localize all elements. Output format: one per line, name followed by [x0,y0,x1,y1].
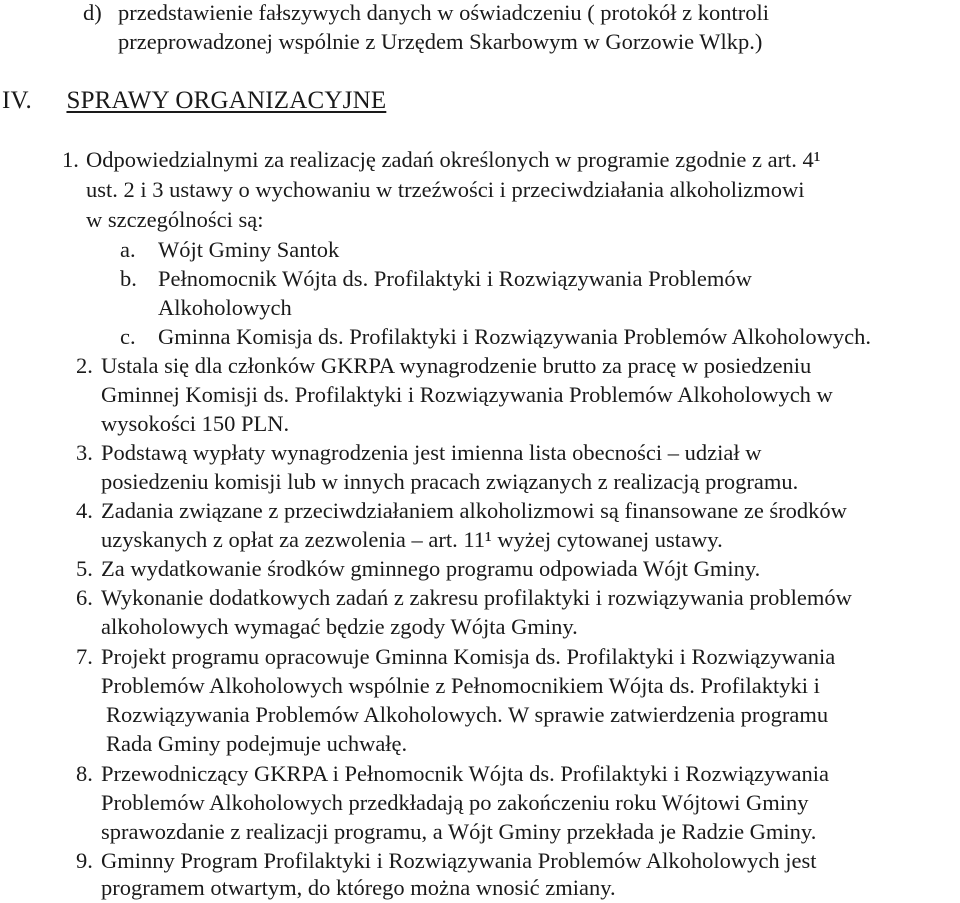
text-line: Za wydatkowanie środków gminnego programu odpowiada Wójt Gminy. [101,556,761,581]
text-line: Wykonanie dodatkowych zadań z zakresu profilaktyki i rozwiązywania problemów [101,585,852,610]
list-marker: 5. [76,556,93,581]
list-marker: 7. [76,644,93,669]
text-line: Przewodniczący GKRPA i Pełnomocnik Wójta ds. Profilaktyki i Rozwiązywania [101,761,830,786]
text-line: Ustala się dla członków GKRPA wynagrodzenie brutto za pracę w posiedzeniu [101,353,812,378]
text-line: Gminna Komisja ds. Profilaktyki i Rozwiązywania Problemów Alkoholowych. [158,324,872,349]
text-line: Zadania związane z przeciwdziałaniem alkoholizmowi są finansowane ze środków [101,498,847,523]
text-line: uzyskanych z opłat za zezwolenia – art. 11¹ wyżej cytowanej ustawy. [101,527,723,552]
list-marker: a. [120,237,136,262]
list-marker: 2. [76,353,93,378]
text-line: Odpowiedzialnymi za realizację zadań określonych w programie zgodnie z art. 4¹ [86,147,821,172]
list-marker: 6. [76,585,93,610]
list-marker: 9. [76,848,93,873]
list-marker: 8. [76,761,93,786]
text-line: Projekt programu opracowuje Gminna Komisja ds. Profilaktyki i Rozwiązywania [101,644,836,669]
section-title: SPRAWY ORGANIZACYJNE [66,87,387,114]
text-line: przedstawienie fałszywych danych w oświadczeniu ( protokół z kontroli [118,0,770,25]
list-marker: b. [120,266,137,291]
list-marker: 1. [62,147,79,172]
text-line: ust. 2 i 3 ustawy o wychowaniu w trzeźwości i przeciwdziałania alkoholizmowi [86,177,805,202]
text-line: Pełnomocnik Wójta ds. Profilaktyki i Rozwiązywania Problemów [158,266,752,291]
text-line: programem otwartym, do którego można wnosić zmiany. [101,875,616,900]
list-marker: d) [83,0,102,25]
text-line: Alkoholowych [158,295,292,320]
text-line: Rozwiązywania Problemów Alkoholowych. W sprawie zatwierdzenia programu [106,702,829,727]
text-line: Podstawą wypłaty wynagrodzenia jest imienna lista obecności – udział w [101,440,762,465]
text-line: Rada Gminy podejmuje uchwałę. [106,731,408,756]
text-line: Problemów Alkoholowych przedkładają po zakończeniu roku Wójtowi Gminy [101,790,809,815]
text-line: sprawozdanie z realizacji programu, a Wójt Gminy przekłada je Radzie Gminy. [101,819,817,844]
section-number: IV. [2,87,33,114]
list-marker: c. [120,324,136,349]
text-line: w szczególności są: [86,207,264,232]
list-marker: 3. [76,440,93,465]
text-line: alkoholowych wymagać będzie zgody Wójta Gminy. [101,614,578,639]
section-heading [2,86,386,116]
text-line: Problemów Alkoholowych wspólnie z Pełnomocnikiem Wójta ds. Profilaktyki i [101,673,820,698]
text-line: Gminnej Komisji ds. Profilaktyki i Rozwiązywania Problemów Alkoholowych w [101,382,833,407]
text-line: przeprowadzonej wspólnie z Urzędem Skarbowym w Gorzowie Wlkp.) [118,29,763,54]
text-line: Gminny Program Profilaktyki i Rozwiązywania Problemów Alkoholowych jest [101,848,817,873]
list-marker: 4. [76,498,93,523]
text-line: Wójt Gminy Santok [158,237,340,262]
text-line: wysokości 150 PLN. [101,411,290,436]
text-line: posiedzeniu komisji lub w innych pracach związanych z realizacją programu. [101,469,799,494]
